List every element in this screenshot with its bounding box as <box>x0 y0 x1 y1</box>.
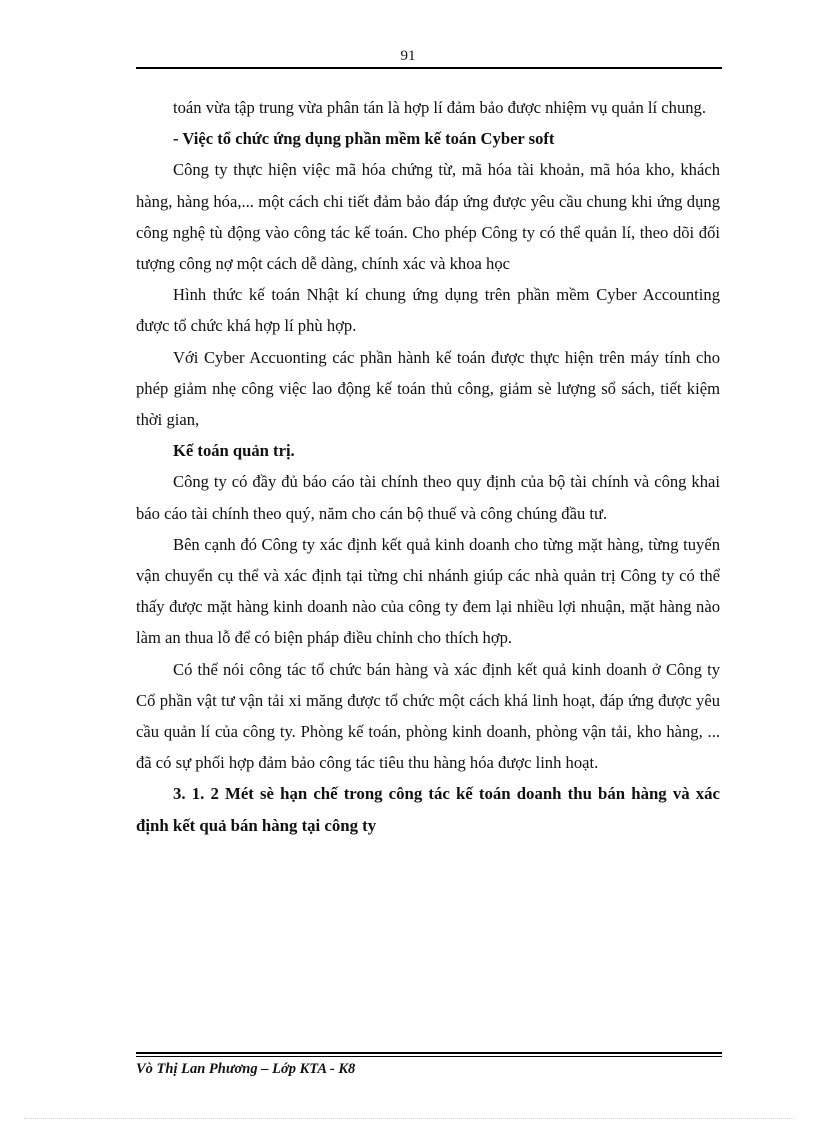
paragraph-coding: Công ty thực hiện việc mã hóa chứng từ, mã hóa tài khoản, mã hóa kho, khách hàng, hàng hóa,... một cách chi tiết đảm bảo đáp ứng được yêu cầu chung khi ứng dụng công nghệ tù động vào công tác kế toán. Cho phép Công ty có thể quản lí, theo dõi đối tượng công nợ một cách dễ dàng, chính xác và khoa học <box>136 160 720 274</box>
paragraph-cyber-accounting: Với Cyber Accuonting các phần hành kế toán được thực hiện trên máy tính cho phép giảm nhẹ công việc lao động kế toán thủ công, giảm sè lượng sổ sách, tiết kiệm thời gian, <box>136 347 720 430</box>
section-item-software: - Việc tổ chức ứng dụng phần mềm kế toán Cyber soft <box>173 129 555 149</box>
paragraph-business-results: Bên cạnh đó Công ty xác định kết quả kinh doanh cho từng mặt hàng, từng tuyến vận chuyển cụ thể và xác định tại từng chi nhánh giúp các nhà quản trị Công ty có thể thấy được mặt hàng kinh doanh nào của công ty đem lại nhiều lợi nhuận, mặt hàng nào làm an thua lỗ để có biện pháp điều chỉnh cho thích hợp. <box>136 534 720 648</box>
paragraph-financial-reports: Công ty có đầy đủ báo cáo tài chính theo quy định của bộ tài chính và công khai báo cáo tài chính theo quý, năm cho cán bộ thuế và công chúng đầu tư. <box>136 472 720 523</box>
paragraph-continuation: toán vừa tập trung vừa phân tán là hợp lí đảm bảo được nhiệm vụ quản lí chung. <box>173 98 707 117</box>
document-body <box>136 92 720 841</box>
page-number: 91 <box>400 48 416 64</box>
footer-rule-thin <box>136 1056 722 1057</box>
section-item-management-accounting: Kế toán quản trị. <box>173 441 295 461</box>
section-heading-limitations: 3. 1. 2 Mét sè hạn chế trong công tác kế toán doanh thu bán hàng và xác định kết quả bán hàng tại công ty <box>136 784 720 835</box>
footer-rule-thick <box>136 1052 722 1054</box>
paragraph-journal-form: Hình thức kế toán Nhật kí chung ứng dụng trên phần mềm Cyber Accounting được tổ chức khá hợp lí phù hợp. <box>136 285 720 336</box>
page-edge-divider <box>24 1118 794 1119</box>
paragraph-summary: Có thể nói công tác tổ chức bán hàng và xác định kết quả kinh doanh ở Công ty Cổ phần vật tư vận tải xi măng được tổ chức một cách khá linh hoạt, đáp ứng được yêu cầu quản lí của công ty. Phòng kế toán, phòng kinh doanh, phòng vận tải, kho hàng, ... đã có sự phối hợp đảm bảo công tác tiêu thu hàng hóa được linh hoạt. <box>136 659 720 773</box>
footer-author: Vò Thị Lan Phương – Lớp KTA - K8 <box>136 1061 356 1077</box>
header-rule <box>136 67 722 69</box>
